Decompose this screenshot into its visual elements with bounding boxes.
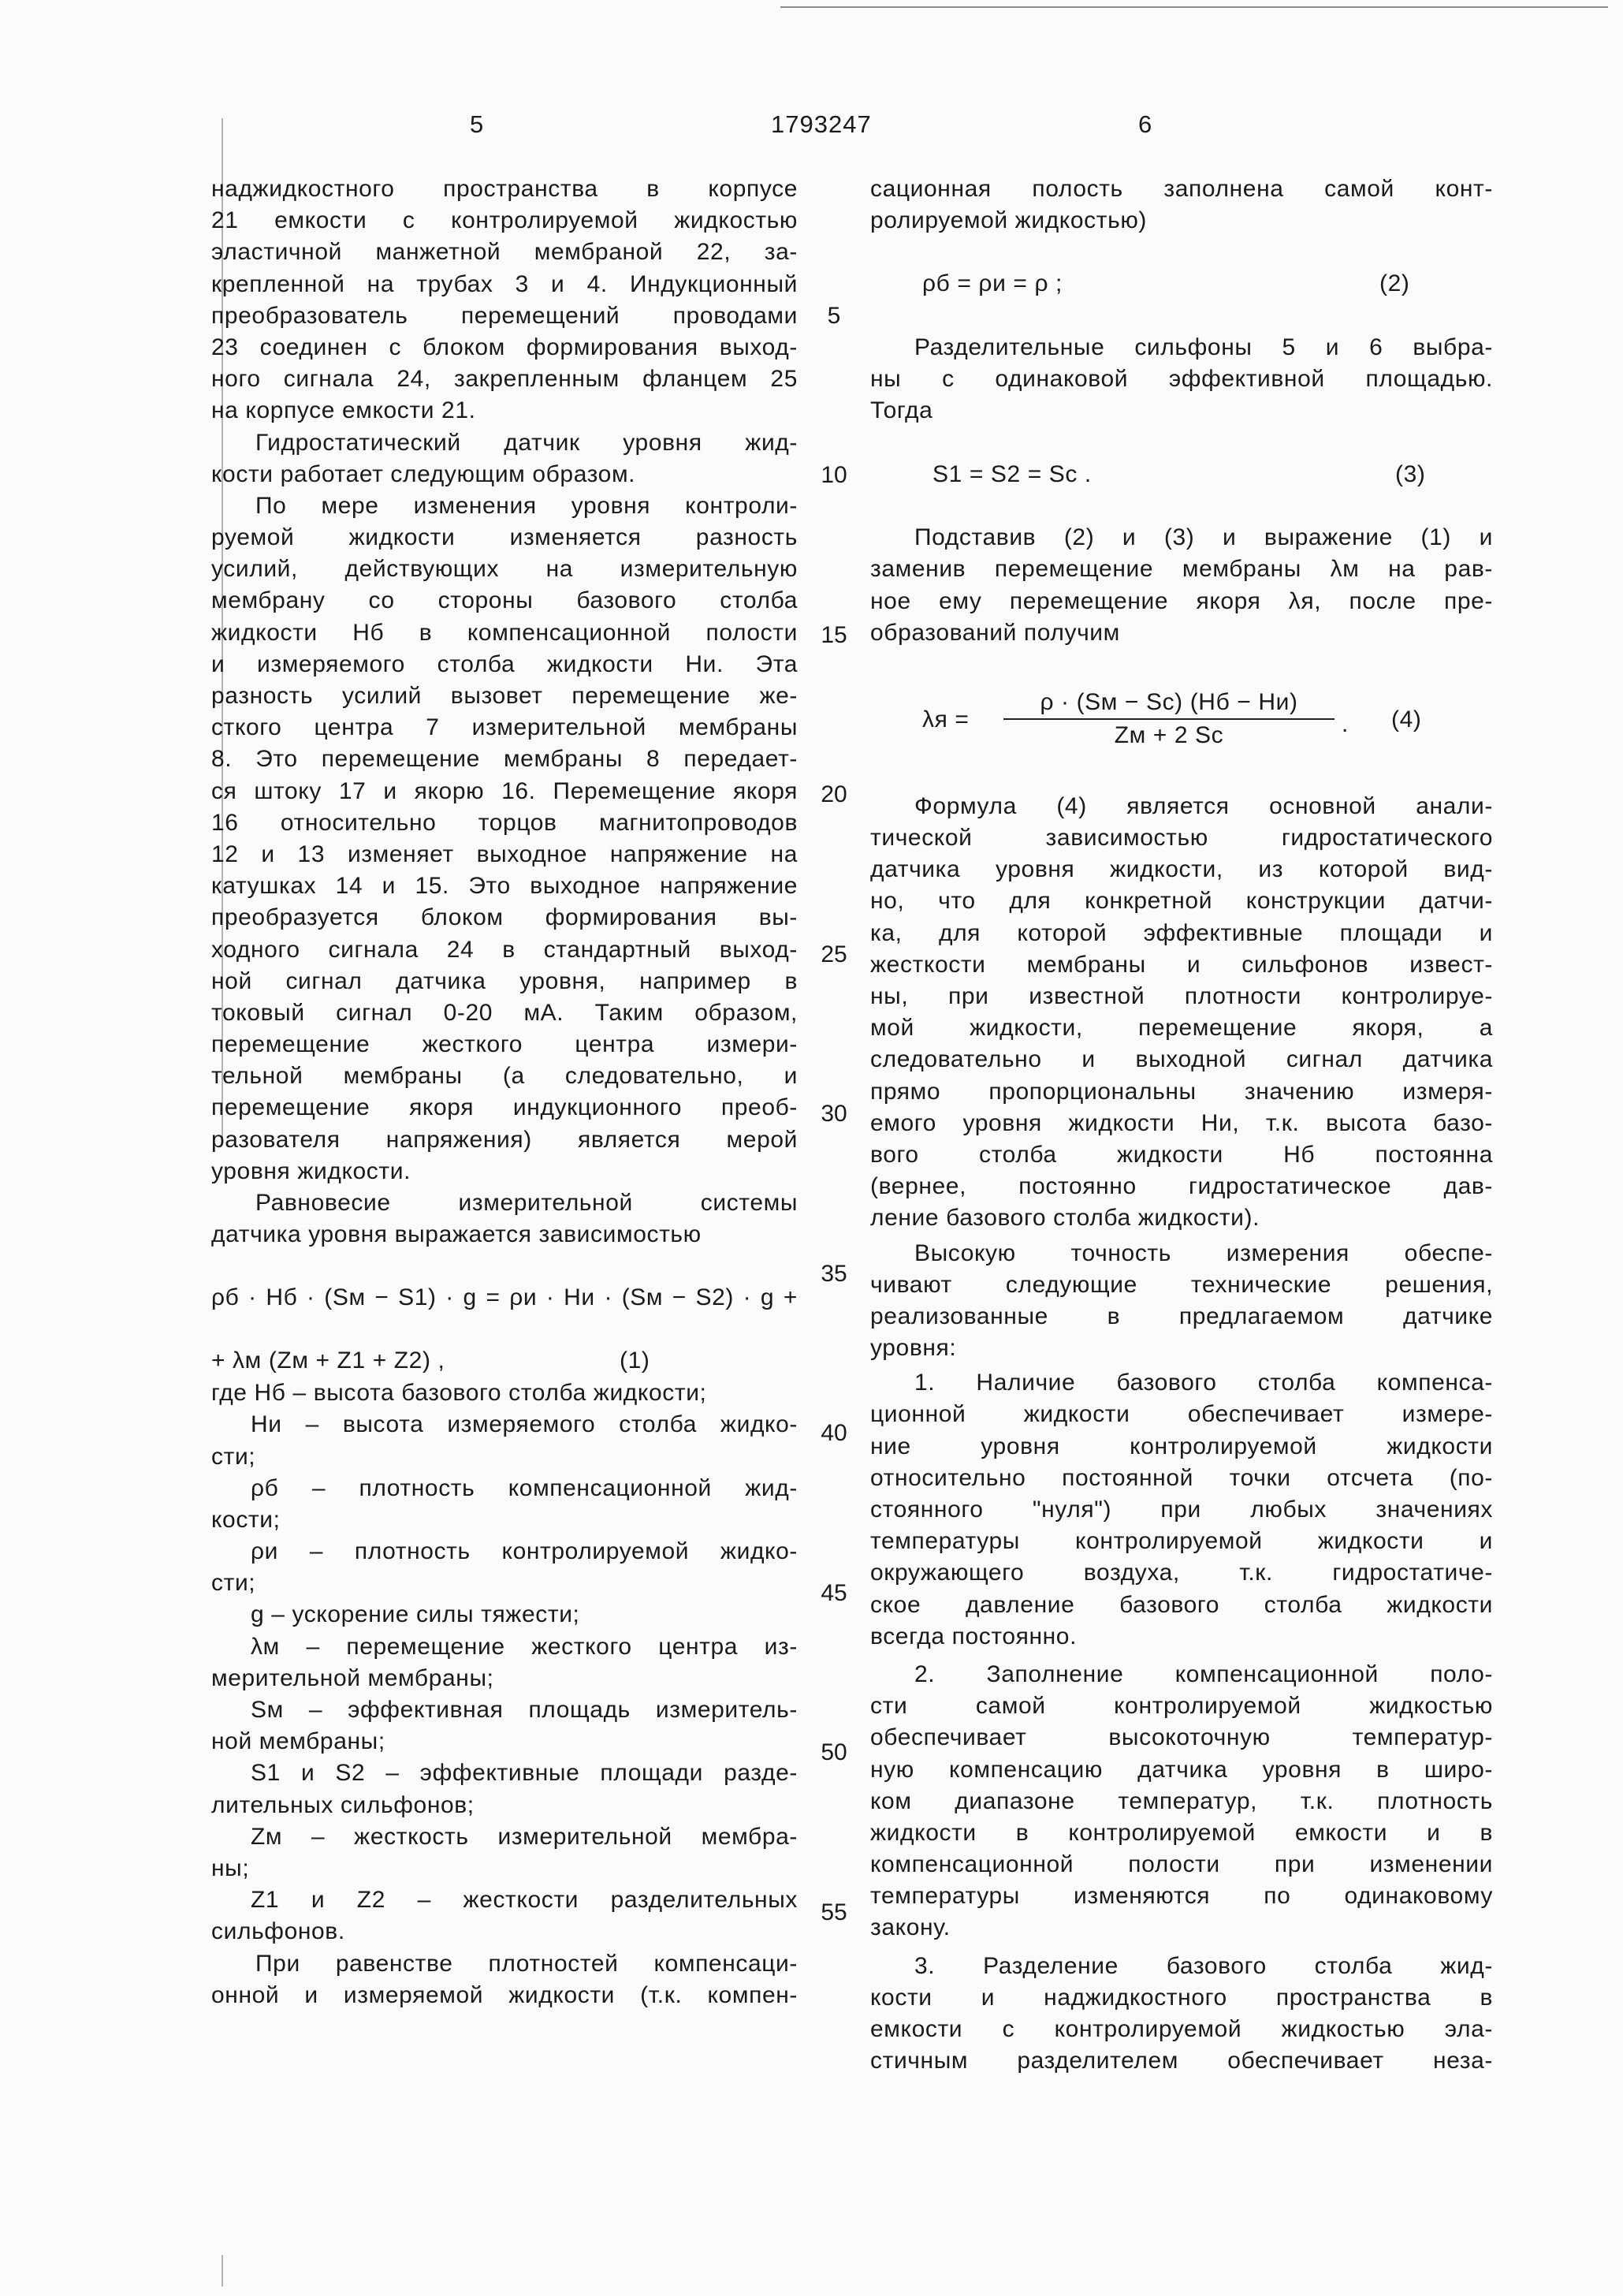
line-number: 10 [821,462,847,489]
line-number: 50 [821,1739,847,1766]
text-line: следовательно и выходной сигнал датчика [870,1046,1493,1073]
text-line: Равновесие измерительной системы [255,1190,798,1216]
text-line: сти самой контролируемой жидкостью [870,1693,1493,1720]
text-line: жидкости в контролируемой емкости и в [870,1819,1493,1846]
line-number: 5 [827,302,841,329]
paragraph [211,490,798,1187]
text-line: разность усилий вызовет перемещение же- [211,683,798,709]
text-line: емого уровня жидкости Ни, т.к. высота базо- [870,1109,1493,1136]
text-line: тельной мембраны (а следовательно, и [211,1063,798,1090]
text-line: крепленной на трубах 3 и 4. Индукционный [211,270,798,297]
text-line: жесткости мембраны и сильфонов извест- [870,951,1493,978]
text-line: S1 и S2 – эффективные площади разде- [251,1760,798,1787]
text-line: сткого центра 7 измерительной мембраны [211,714,798,741]
definition [211,1821,798,1884]
text-line: уровня: [870,1335,957,1362]
text-line: Z1 и Z2 – жесткости разделительных [251,1887,798,1914]
text-line: 2. Заполнение компенсационной поло- [914,1660,1493,1687]
equation-3-expression: S1 = S2 = Sc . [932,460,1092,487]
text-line: ка, для которой эффективные площади и [870,919,1493,946]
equation-1 [211,1250,798,1377]
paragraph [211,1187,798,1250]
text-line: ны, при известной плотности контролируе- [870,983,1493,1009]
text-line: ролируемой жидкостью) [870,207,1148,234]
definition [211,1377,798,1409]
text-line: Гидростатический датчик уровня жид- [255,429,798,456]
text-line: Высокую точность измерения обеспе- [914,1239,1493,1266]
equation-4-period: . [1342,710,1349,737]
definition [211,1757,798,1821]
text-line: где Нб – высота базового столба жидкости; [211,1380,707,1407]
text-line: токовый сигнал 0-20 мА. Таким образом, [211,999,798,1026]
text-line: 8. Это перемещение мембраны 8 передает- [211,746,798,773]
text-line: температуры изменяются по одинаковому [870,1883,1493,1910]
text-line: руемой жидкости изменяется разность [211,524,798,551]
text-line: сационная полость заполнена самой конт- [870,176,1493,202]
text-line: преобразуется блоком формирования вы- [211,904,798,931]
paragraph [870,1367,1493,1653]
text-line: ком диапазоне температур, т.к. плотность [870,1787,1493,1814]
text-line: ной мембраны; [211,1728,385,1755]
text-line: ны; [211,1854,250,1881]
line-number: 40 [821,1420,847,1447]
text-line: разователя напряжения) является мерой [211,1126,798,1153]
paragraph [870,791,1493,1235]
text-line: сти; [211,1443,256,1470]
text-line: онной и измеряемой жидкости (т.к. компен- [211,1981,798,2008]
text-line: Sм – эффективная площадь измеритель- [251,1697,798,1724]
text-line: всегда постоянно. [870,1623,1078,1649]
text-line: усилий, действующих на измерительную [211,556,798,583]
text-line: Подставив (2) и (3) и выражение (1) и [914,524,1493,551]
text-line: чивают следующие технические решения, [870,1271,1493,1298]
text-line: катушках 14 и 15. Это выходное напряжение [211,873,798,900]
equation-3 [870,427,1493,523]
text-line: стоянного "нуля") при любых значениях [870,1496,1493,1523]
text-line: 1. Наличие базового столба компенса- [914,1370,1493,1396]
text-line: кости и наджидкостного пространства в [870,1984,1493,2011]
text-line: температуры контролируемой жидкости и [870,1528,1493,1555]
text-line: ное ему перемещение якоря λя, после пре- [870,587,1493,614]
right-column [870,173,1493,2077]
text-line: 12 и 13 изменяет выходное напряжение на [211,840,798,867]
text-line: ρи – плотность контролируемой жидко- [251,1538,798,1565]
text-line: 3. Разделение базового столба жид- [914,1952,1493,1979]
definition [211,1473,798,1536]
text-line: ны с одинаковой эффективной площадью. [870,366,1493,393]
text-line: образований получим [870,619,1120,646]
paragraph [211,1948,798,2011]
paragraph [870,332,1493,427]
equation-4 [870,649,1493,791]
line-number: 25 [821,941,847,967]
text-line: мой жидкости, перемещение якоря, а [870,1015,1493,1042]
text-line: ную компенсацию датчика уровня в широ- [870,1756,1493,1783]
paragraph [870,522,1493,649]
line-number: 15 [821,621,847,648]
text-line: эластичной манжетной мембраной 22, за- [211,239,798,266]
text-line: Ни – высота измеряемого столба жидко- [251,1411,798,1438]
text-line: ционной жидкости обеспечивает измере- [870,1401,1493,1428]
text-line: Разделительные сильфоны 5 и 6 выбра- [914,334,1493,360]
text-line: жидкости Нб в компенсационной полости [211,619,798,646]
text-line: закону. [870,1914,951,1941]
text-line: сти; [211,1570,256,1597]
equation-2-number: (2) [1379,270,1410,297]
text-line: мембрану со стороны базового столба [211,587,798,614]
definition [211,1599,798,1631]
text-line: кости; [211,1506,281,1533]
text-line: ся штоку 17 и якорю 16. Перемещение якоря [211,777,798,804]
paragraph [211,427,798,490]
text-line: мерительной мембраны; [211,1664,494,1691]
scan-margin-mark [221,2255,223,2287]
text-line: относительно постоянной точки отсчета (по- [870,1464,1493,1491]
equation-1-line-1: ρб · Нб · (Sм − S1) · g = ρи · Ни · (Sм − S2) · g + [211,1284,798,1311]
text-line: ной сигнал датчика уровня, например в [211,967,798,994]
text-line: стичным разделителем обеспечивает неза- [870,2048,1493,2074]
text-line: заменив перемещение мембраны λм на рав- [870,556,1493,583]
text-line: емкости с контролируемой жидкостью эла- [870,2016,1493,2042]
text-line: ское давление базового столба жидкости [870,1591,1493,1618]
definition [211,1694,798,1757]
text-line: (вернее, постоянно гидростатическое дав- [870,1173,1493,1200]
text-line: По мере изменения уровня контроли- [255,492,798,519]
text-line: прямо пропорциональны значению измеря- [870,1078,1493,1105]
text-line: реализованные в предлагаемом датчике [870,1303,1493,1329]
text-line: но, что для конкретной конструкции датчи- [870,888,1493,915]
text-line: ходного сигнала 24 в стандартный выход- [211,936,798,963]
text-line: на корпусе емкости 21. [211,397,476,424]
line-number: 55 [821,1899,847,1925]
text-line: перемещение якоря индукционного преоб- [211,1094,798,1121]
line-number: 35 [821,1260,847,1287]
text-line: датчика уровня жидкости, из которой вид- [870,856,1493,883]
paragraph [211,173,798,427]
text-line: ние уровня контролируемой жидкости [870,1433,1493,1459]
left-column [211,173,798,2011]
text-line: вого столба жидкости Нб постоянна [870,1141,1493,1168]
text-line: обеспечивает высокоточную температур- [870,1724,1493,1751]
text-line: наджидкостного пространства в корпусе [211,176,798,202]
definition [211,1409,798,1472]
definition [211,1536,798,1599]
paragraph [870,173,1493,237]
equation-4-number: (4) [1391,706,1422,732]
definition [211,1884,798,1948]
text-line: 23 соединен с блоком формирования выход- [211,334,798,360]
equation-1-line-2: + λм (Zм + Z1 + Z2) , [211,1347,445,1374]
text-line: сильфонов. [211,1918,345,1945]
text-line: кости работает следующим образом. [211,460,636,487]
definition [211,1631,798,1694]
paragraph [870,1238,1493,1365]
equation-4-numerator: ρ · (Sм − Sc) (Нб − Ни) [1003,687,1335,720]
text-line: ного сигнала 24, закрепленным фланцем 25 [211,366,798,393]
text-line: окружающего воздуха, т.к. гидростатиче- [870,1560,1493,1586]
line-number: 20 [821,781,847,808]
text-line: тической зависимостью гидростатического [870,825,1493,852]
equation-4-fraction [1003,687,1335,751]
paragraph [870,1951,1493,2078]
text-line: 21 емкости с контролируемой жидкостью [211,207,798,234]
page-number-right: 6 [1138,110,1153,138]
text-line: перемещение жесткого центра измери- [211,1031,798,1058]
equation-2 [870,237,1493,332]
equation-1-number: (1) [620,1347,650,1374]
text-line: уровня жидкости. [211,1157,411,1184]
text-line: 16 относительно торцов магнитопроводов [211,809,798,836]
equation-4-denominator: Zм + 2 Sc [1114,721,1224,748]
text-line: Тогда [870,397,933,424]
paragraph [870,1659,1493,1944]
text-line: λм – перемещение жесткого центра из- [251,1633,798,1660]
text-line: ρб – плотность компенсационной жид- [251,1474,798,1501]
equation-3-number: (3) [1395,460,1426,487]
text-line: и измеряемого столба жидкости Ни. Эта [211,650,798,677]
text-line: Zм – жесткость измерительной мембра- [251,1823,798,1850]
text-line: датчика уровня выражается зависимостью [211,1221,702,1248]
text-line: компенсационной полости при изменении [870,1851,1493,1878]
text-line: g – ускорение силы тяжести; [251,1601,580,1628]
line-number: 45 [821,1579,847,1606]
text-line: преобразователь перемещений проводами [211,302,798,329]
equation-2-expression: ρб = ρи = ρ ; [922,270,1063,297]
text-line: ление базового столба жидкости). [870,1205,1260,1232]
page-number-left: 5 [470,110,485,138]
scan-top-rule [780,6,1608,8]
text-line: При равенстве плотностей компенсаци- [255,1950,798,1977]
text-line: Формула (4) является основной анали- [914,792,1493,819]
equation-4-lhs: λя = [922,706,970,732]
text-line: лительных сильфонов; [211,1791,475,1818]
patent-number: 1793247 [771,110,872,138]
line-number: 30 [821,1101,847,1128]
